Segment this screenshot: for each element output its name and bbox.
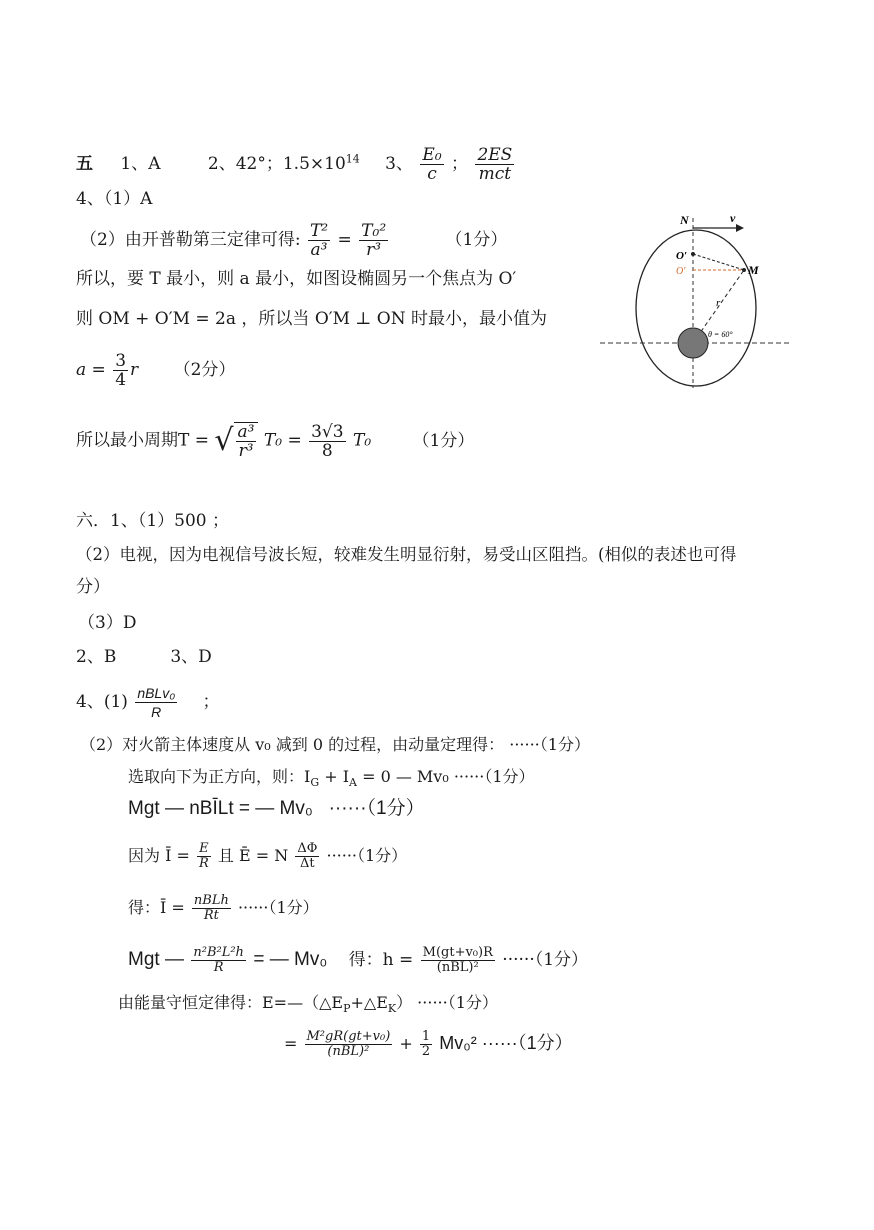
a-lhs: a = [76,360,106,380]
equation-2: Mgt — nBĪLt = — Mv₀ ······（1分） [128,798,425,819]
kepler-lhs: $\frac{\text{T²}}{\text{a³}}$ [309,221,329,260]
period-T0-b: T₀ [352,430,372,451]
q4-end: ； [202,692,220,712]
section6-q2-q3: 2、B 3、D [76,647,212,667]
q4-part1: 4、（1）A [76,189,153,209]
section6-q1-1: 六．1、（1）500 ； [76,511,229,531]
section5-heading: 五 [76,154,93,174]
kepler-law-line [80,222,507,259]
section6-q1-2b: 分） [76,577,110,597]
point-m-dot [742,268,746,272]
planet-icon [678,328,708,358]
label-N: N [680,213,689,227]
equation-4: 得：Ī = $\frac{\text{nBLh}}{Rt}$ ······（1分） [128,893,319,923]
focus-point-dot [691,252,695,256]
q3-separator: ； [451,154,469,174]
velocity-arrowhead-icon [736,224,744,232]
period-text: 所以最小周期T = [76,430,209,451]
kepler-rhs: $\frac{\text{T₀²}}{\text{r³}}$ [361,221,387,260]
a-fraction: $\frac{3}{4}$ [115,351,127,390]
o-to-m-line [693,254,744,270]
orbit-figure [596,208,796,390]
period-sqrt: √ $\frac{\text{a³}}{\text{r³}}$ [214,422,258,460]
semi-major-axis-line [76,352,235,389]
label-M: M [748,263,759,277]
q3-fraction-1: $\frac{\text{E₀}}{c}$ [422,145,442,184]
q2-exponent: 14 [345,152,360,166]
label-O-prime-2: O′ [676,266,686,277]
min-period-line [76,422,474,460]
label-theta: θ = 60° [708,330,733,339]
period-T0: T₀ = [263,430,302,451]
q4-lead: 4、(1) [76,692,128,712]
energy-conservation-line: 由能量守恒定律得：$E=—(\triangle E_P+\triangle E_K) \cdot\cdot\cdot\cdot\cdot\cdot(1$分） [118,993,498,1016]
q1-answer: 1、A [120,154,161,174]
kepler-equals: = [337,230,352,250]
equation-1: 选取向下为正方向，则：$I_G + I_A = 0$ — Mv₀ ······（1分） [128,767,535,790]
section6-q4-1 [76,684,220,721]
q2-answer: 2、42°；1.5×10 [207,154,346,174]
label-O-prime-1: O′ [676,250,688,262]
section6-q1-3: （3）D [78,613,137,633]
period-fraction: $\frac{3√3}{8}$ [311,421,344,461]
a-r: r [130,360,139,380]
reasoning-line-1: 所以，要 T 最小，则 a 最小，如图设椭圆另一个焦点为 O′ [76,269,517,289]
q3-fraction-2: $\frac{2ES}{\text{mct}}$ [477,145,513,184]
q4-emf-fraction: $\frac{\text{nBLv₀}}{R}$ [137,685,176,720]
kepler-text: （2）由开普勒第三定律可得: [80,230,301,250]
section6-q4-2: （2）对火箭主体速度从 v₀ 减到 0 的过程，由动量定理得： ······（1分） [80,735,590,754]
score-2: （2分） [173,360,236,380]
score-1: （1分） [445,230,508,250]
q3-label: 3、 [385,154,413,174]
equation-3: 因为 Ī = $\frac{E}{R}$ 且 Ē = N $\frac{\Delta\Phi}{\Delta t}$ ······（1分） [128,841,408,871]
section5-answers-line [76,146,516,183]
reasoning-line-2: 则 OM + O′M = 2a ，所以当 O′M ⊥ ON 时最小，最小值为 [76,309,548,329]
orbit-ellipse [636,230,756,386]
equation-5: Mgt — $\frac{\text{n²B²L²h}}{R}$ = — Mv₀ 得：h = $\frac{\text{M(gt+v₀)R}}{\text{(nBL)²}}$ ······（1分） [128,945,589,975]
label-v: v [730,211,736,225]
score-3: （1分） [412,430,475,451]
equation-final: = $\frac{\text{M²gR(gt+v₀)}}{\text{(nBL)²}}$ + $\frac{1}{2}$ Mv₀² ······（1分） [284,1029,573,1059]
label-r: r [716,297,721,309]
section6-q1-2a: （2）电视，因为电视信号波长短，较难发生明显衍射，易受山区阻挡。(相似的表述也可得 [76,545,737,564]
